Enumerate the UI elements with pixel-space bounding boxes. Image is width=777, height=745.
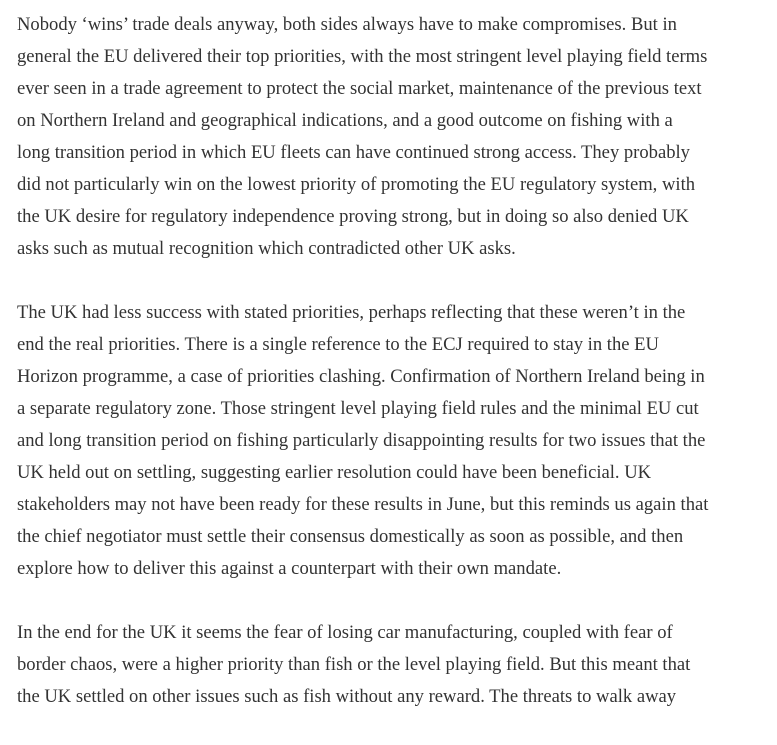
text-line: explore how to deliver this against a counterpart with their own mandate. bbox=[17, 558, 562, 579]
text-line: UK held out on settling, suggesting earlier resolution could have been beneficial. UK bbox=[17, 462, 652, 483]
paragraph-2 bbox=[17, 297, 774, 585]
text-line: the UK desire for regulatory independence proving strong, but in doing so also denied UK bbox=[17, 206, 689, 227]
article-body bbox=[17, 9, 774, 745]
text-line: general the EU delivered their top priorities, with the most stringent level playing field terms bbox=[17, 46, 708, 67]
text-line: end the real priorities. There is a single reference to the ECJ required to stay in the EU bbox=[17, 334, 659, 355]
text-line: Nobody ‘wins’ trade deals anyway, both sides always have to make compromises. But in bbox=[17, 14, 677, 35]
text-line: long transition period in which EU fleets can have continued strong access. They probably bbox=[17, 142, 690, 163]
text-line: a separate regulatory zone. Those stringent level playing field rules and the minimal EU cut bbox=[17, 398, 699, 419]
text-line: The UK had less success with stated priorities, perhaps reflecting that these weren’t in the bbox=[17, 302, 686, 323]
text-line: In the end for the UK it seems the fear of losing car manufacturing, coupled with fear of bbox=[17, 622, 673, 643]
text-line: the UK settled on other issues such as fish without any reward. The threats to walk away bbox=[17, 686, 677, 707]
paragraph-1 bbox=[17, 9, 774, 265]
text-line: ever seen in a trade agreement to protect the social market, maintenance of the previous text bbox=[17, 78, 702, 99]
text-line: and long transition period on fishing particularly disappointing results for two issues that the bbox=[17, 430, 706, 451]
text-line: asks such as mutual recognition which contradicted other UK asks. bbox=[17, 238, 516, 259]
text-line: Horizon programme, a case of priorities clashing. Confirmation of Northern Ireland being in bbox=[17, 366, 705, 387]
text-line: border chaos, were a higher priority than fish or the level playing field. But this meant that bbox=[17, 654, 691, 675]
text-line: stakeholders may not have been ready for these results in June, but this reminds us again that bbox=[17, 494, 709, 515]
text-line: the chief negotiator must settle their consensus domestically as soon as possible, and then bbox=[17, 526, 684, 547]
text-line: on Northern Ireland and geographical indications, and a good outcome on fishing with a bbox=[17, 110, 673, 131]
text-line: did not particularly win on the lowest priority of promoting the EU regulatory system, with bbox=[17, 174, 696, 195]
paragraph-3 bbox=[17, 617, 774, 713]
